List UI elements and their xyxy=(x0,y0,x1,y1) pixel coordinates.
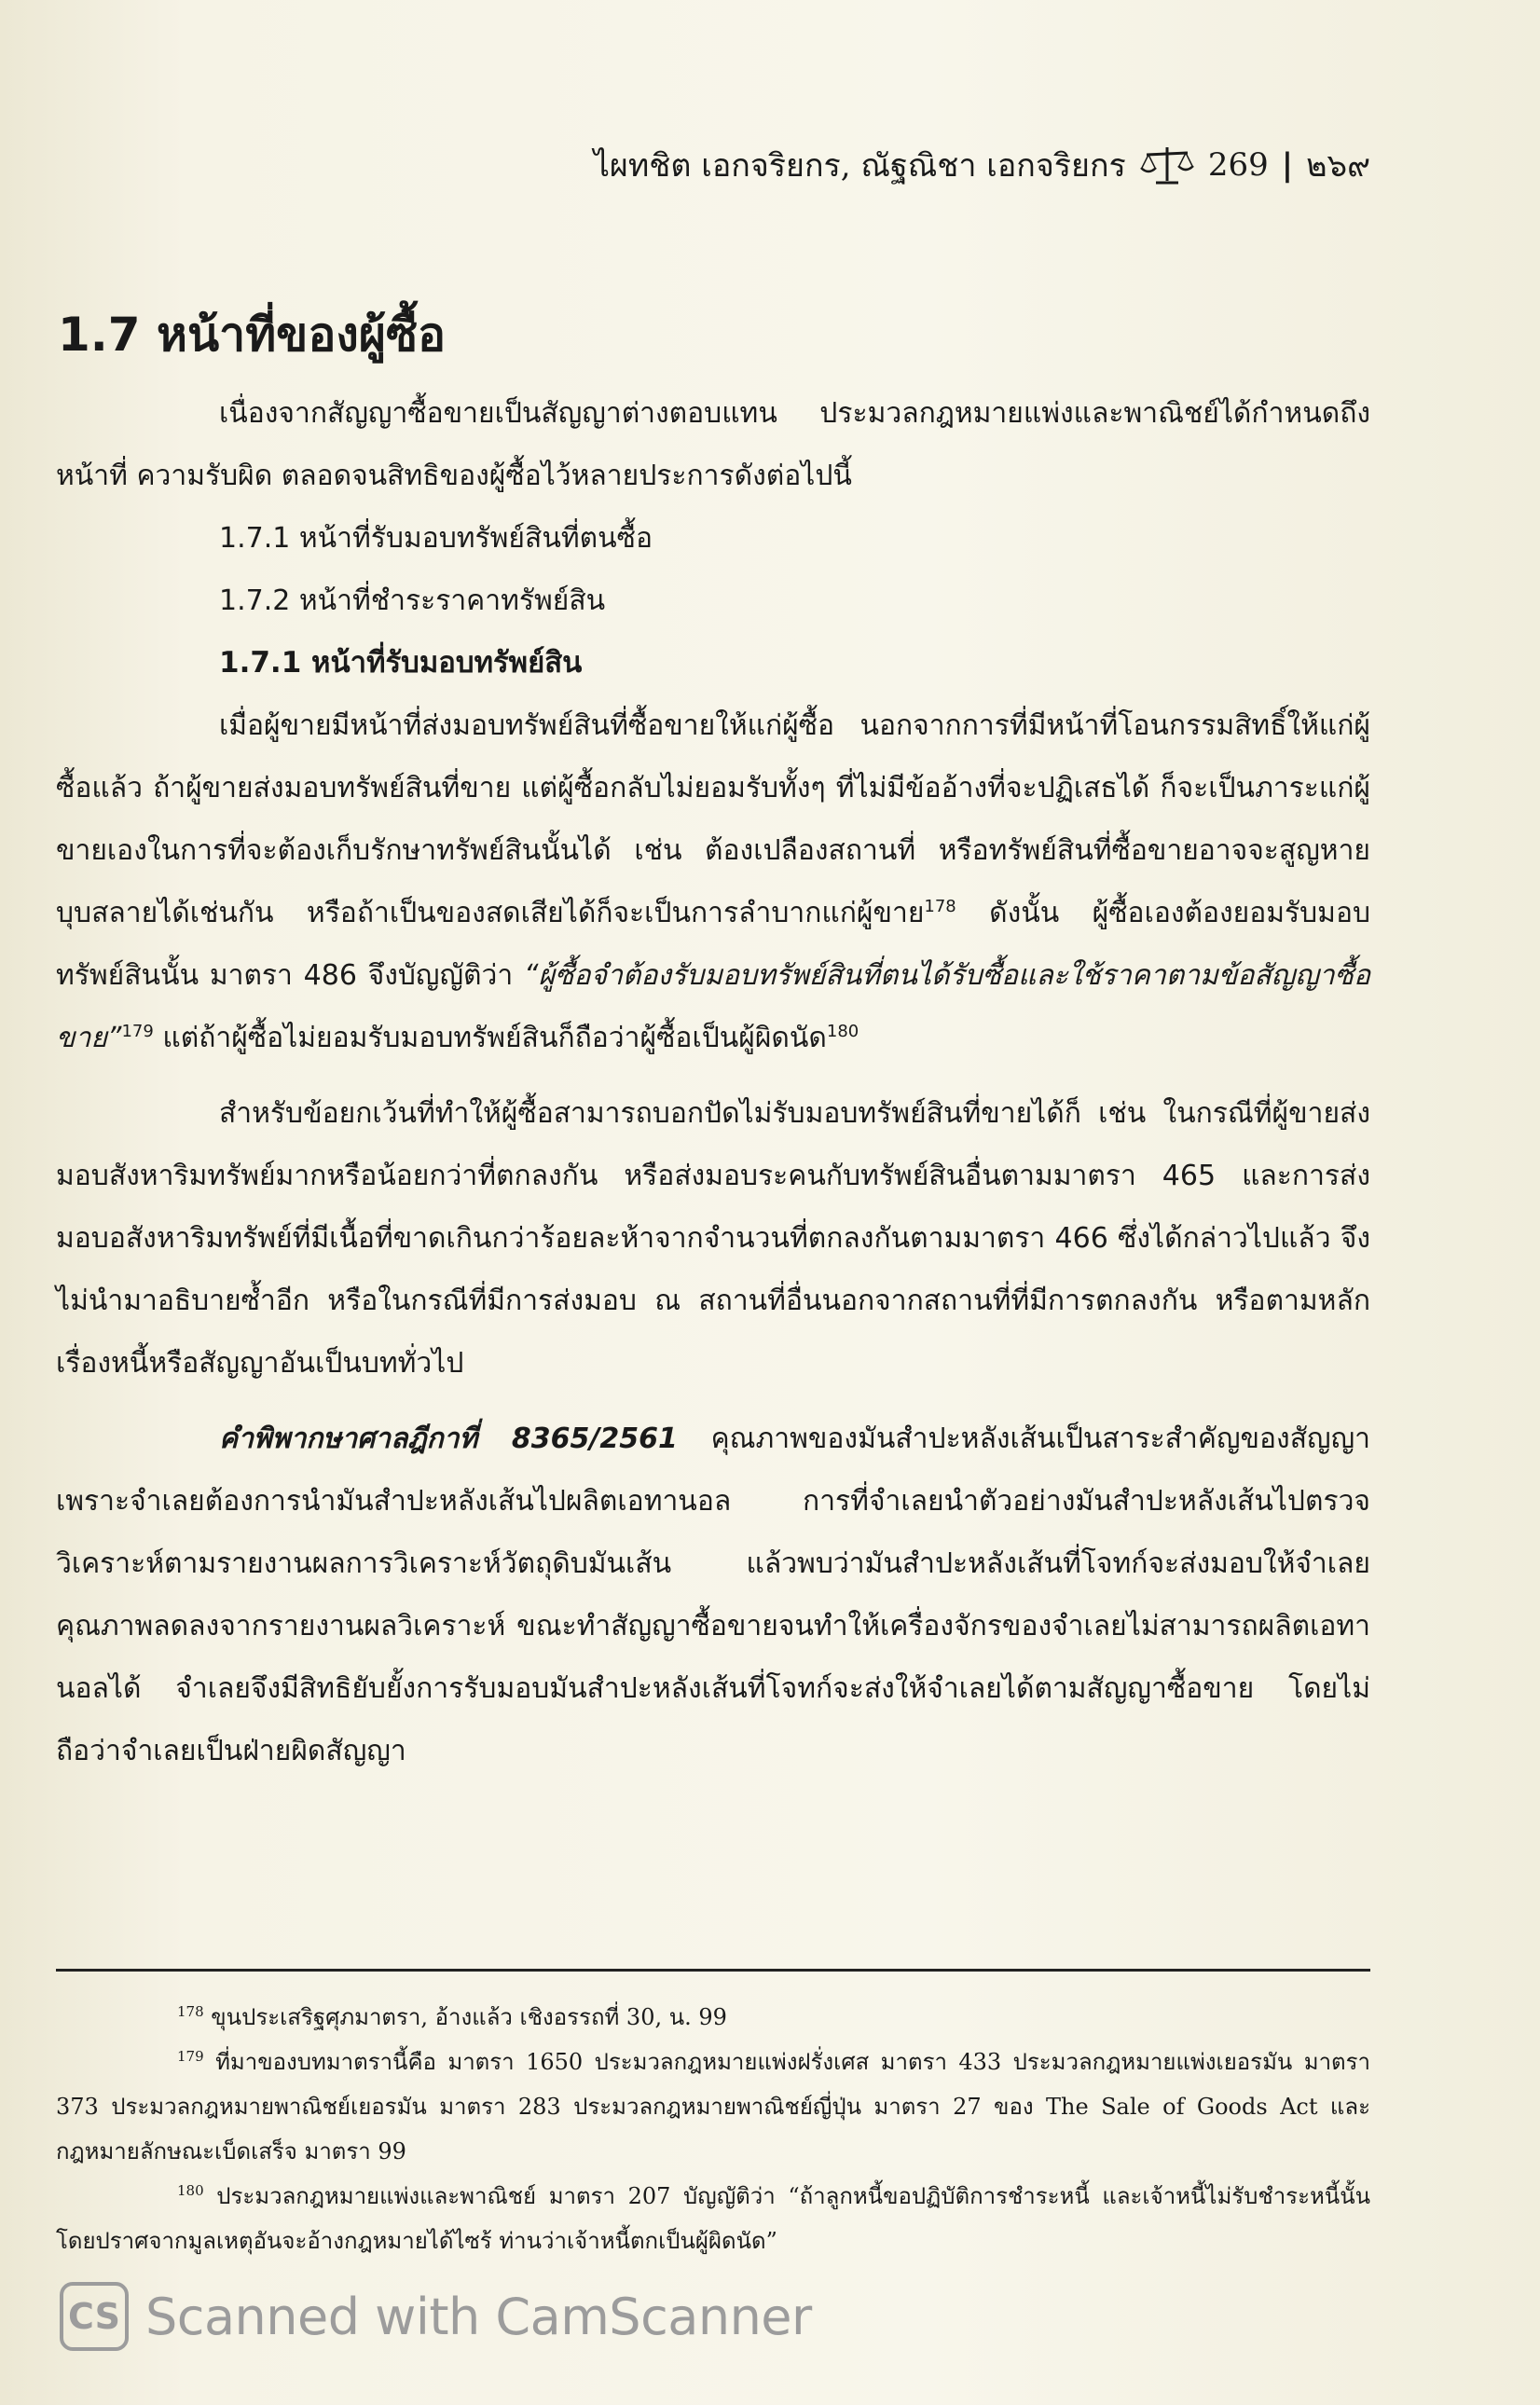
header-authors: ไผทชิต เอกจริยกร, ณัฐณิชา เอกจริยกร xyxy=(593,147,1126,185)
footnote-number: 179 xyxy=(177,2048,204,2065)
scales-of-justice-icon xyxy=(1139,144,1195,186)
footnote-number: 178 xyxy=(177,2003,204,2020)
footnote-178 xyxy=(56,1995,1370,2040)
footnote-divider xyxy=(56,1969,1370,1972)
footnote-text: ขุนประเสริฐศุภมาตรา, อ้างแล้ว เชิงอรรถที่ 30, น. 99 xyxy=(203,2004,727,2030)
page-number-thai: ๒๖๙ xyxy=(1306,147,1370,185)
para1-text-c: แต่ถ้าผู้ซื้อไม่ยอมรับมอบทรัพย์สินก็ถือว่าผู้ซื้อเป็นผู้ผิดนัด xyxy=(153,1022,827,1054)
para1-text-b: ดังนั้น ผู้ซื้อเองต้องยอมรับมอบทรัพย์สินนั้น มาตรา 486 จึงบัญญัติว่า xyxy=(56,897,1370,992)
page-number-arabic: 269 xyxy=(1207,146,1269,184)
subsection-heading: 1.7.1 หน้าที่รับมอบทรัพย์สิน xyxy=(219,646,583,680)
section-486-quote: “ผู้ซื้อจำต้องรับมอบทรัพย์สินที่ตนได้รับซื้อและใช้ราคาตามข้อสัญญาซื้อขาย” xyxy=(56,959,1370,1054)
footnote-ref-178: 178 xyxy=(924,897,956,916)
footnote-ref-179: 179 xyxy=(121,1022,154,1041)
intro-paragraph: เนื่องจากสัญญาซื้อขายเป็นสัญญาต่างตอบแทน ประมวลกฎหมายแพ่งและพาณิชย์ได้กำหนดถึงหน้าที่ ความรับผิด ตลอดจนสิทธิของผู้ซื้อไว้หลายประการดังต่อไปนี้ xyxy=(56,397,1370,492)
footnote-number: 180 xyxy=(177,2182,204,2199)
footnote-text: ประมวลกฎหมายแพ่งและพาณิชย์ มาตรา 207 บัญญัติว่า “ถ้าลูกหนี้ขอปฏิบัติการชำระหนี้ และเจ้าหนี้ไม่รับชำระหนี้นั้นโดยปราศจากมูลเหตุอันจะอ้างกฎหมายได้ไซร้ ท่านว่าเจ้าหนี้ตกเป็นผู้ผิดนัด” xyxy=(56,2183,1370,2254)
running-header xyxy=(594,140,1370,190)
footnotes xyxy=(56,1995,1370,2263)
list-item: 1.7.1 หน้าที่รับมอบทรัพย์สินที่ตนซื้อ xyxy=(219,522,653,555)
footnote-text: ที่มาของบทมาตรานี้คือ มาตรา 1650 ประมวลกฎหมายแพ่งฝรั่งเศส มาตรา 433 ประมวลกฎหมายแพ่งเยอรมัน มาตรา 373 ประมวลกฎหมายพาณิชย์เยอรมัน มาตรา 283 ประมวลกฎหมายพาณิชย์ญี่ปุ่น มาตรา 27 ของ The Sale of Goods Act และกฎหมายลักษณะเบ็ดเสร็จ มาตรา 99 xyxy=(56,2049,1370,2164)
case-title: คำพิพากษาศาลฎีกาที่ 8365/2561 xyxy=(219,1422,678,1455)
footnote-ref-180: 180 xyxy=(826,1022,859,1041)
case-paragraph xyxy=(56,1408,1370,1782)
body-content xyxy=(56,382,1370,1782)
header-separator: | xyxy=(1281,146,1294,184)
camscanner-watermark xyxy=(60,2282,812,2351)
camscanner-logo-icon: CS xyxy=(60,2282,129,2351)
list-item: 1.7.2 หน้าที่ชำระราคาทรัพย์สิน xyxy=(219,584,606,617)
watermark-text: Scanned with CamScanner xyxy=(145,2287,812,2346)
para1-text-a: เมื่อผู้ขายมีหน้าที่ส่งมอบทรัพย์สินที่ซื้อขายให้แก่ผู้ซื้อ นอกจากการที่มีหน้าที่โอนกรรมสิทธิ์ให้แก่ผู้ซื้อแล้ว ถ้าผู้ขายส่งมอบทรัพย์สินที่ขาย แต่ผู้ซื้อกลับไม่ยอมรับทั้งๆ ที่ไม่มีข้ออ้างที่จะปฏิเสธได้ ก็จะเป็นภาระแก่ผู้ขายเองในการที่จะต้องเก็บรักษาทรัพย์สินนั้นได้ เช่น ต้องเปลืองสถานที่ หรือทรัพย์สินที่ซื้อขายอาจจะสูญหาย บุบสลายได้เช่นกัน หรือถ้าเป็นของสดเสียได้ก็จะเป็นการลำบากแก่ผู้ขาย xyxy=(56,709,1370,929)
case-text: คุณภาพของมันสำปะหลังเส้นเป็นสาระสำคัญของสัญญาเพราะจำเลยต้องการนำมันสำปะหลังเส้นไปผลิตเอทานอล การที่จำเลยนำตัวอย่างมันสำปะหลังเส้นไปตรวจวิเคราะห์ตามรายงานผลการวิเคราะห์วัตถุดิบมันเส้น แล้วพบว่ามันสำปะหลังเส้นที่โจทก์จะส่งมอบให้จำเลยคุณภาพลดลงจากรายงานผลวิเคราะห์ ขณะทำสัญญาซื้อขายจนทำให้เครื่องจักรของจำเลยไม่สามารถผลิตเอทานอลได้ จำเลยจึงมีสิทธิยับยั้งการรับมอบมันสำปะหลังเส้นที่โจทก์จะส่งให้จำเลยได้ตามสัญญาซื้อขาย โดยไม่ถือว่าจำเลยเป็นฝ่ายผิดสัญญา xyxy=(56,1422,1370,1767)
section-title: 1.7 หน้าที่ของผู้ซื้อ xyxy=(58,308,447,362)
paragraph-1 xyxy=(56,694,1370,1069)
footnote-180 xyxy=(56,2174,1370,2263)
paragraph-2: สำหรับข้อยกเว้นที่ทำให้ผู้ซื้อสามารถบอกปัดไม่รับมอบทรัพย์สินที่ขายได้ก็ เช่น ในกรณีที่ผู้ขายส่งมอบสังหาริมทรัพย์มากหรือน้อยกว่าที่ตกลงกัน หรือส่งมอบระคนกับทรัพย์สินอื่นตามมาตรา 465 และการส่งมอบอสังหาริมทรัพย์ที่มีเนื้อที่ขาดเกินกว่าร้อยละห้าจากจำนวนที่ตกลงกันตามมาตรา 466 ซึ่งได้กล่าวไปแล้ว จึงไม่นำมาอธิบายซ้ำอีก หรือในกรณีที่มีการส่งมอบ ณ สถานที่อื่นนอกจากสถานที่ที่มีการตกลงกัน หรือตามหลักเรื่องหนี้หรือสัญญาอันเป็นบททั่วไป xyxy=(56,1097,1370,1380)
footnote-179 xyxy=(56,2040,1370,2174)
